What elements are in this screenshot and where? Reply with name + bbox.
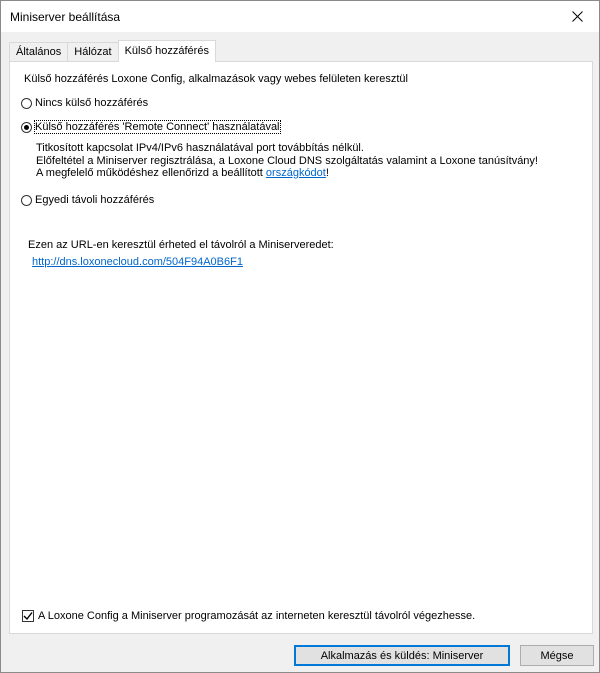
radio-circle-checked — [21, 122, 32, 133]
window-title: Miniserver beállítása — [10, 10, 121, 24]
radio-label: Nincs külső hozzáférés — [35, 97, 149, 109]
radio-circle — [21, 195, 32, 206]
close-icon — [572, 11, 583, 22]
radio-custom-remote-access[interactable] — [21, 194, 154, 206]
tab-external-access[interactable]: Külső hozzáférés — [118, 40, 216, 62]
tab-strip — [9, 40, 215, 62]
section-heading: Külső hozzáférés Loxone Config, alkalmazások vagy webes felületen keresztül — [24, 73, 408, 85]
radio-remote-connect[interactable] — [21, 121, 280, 133]
checkbox-box — [22, 610, 34, 622]
country-code-link[interactable]: országkódot — [265, 167, 326, 179]
title-bar — [1, 1, 599, 32]
radio-label: Egyedi távoli hozzáférés — [35, 194, 155, 206]
desc-line-3-suffix: ! — [325, 167, 329, 179]
remote-programming-checkbox[interactable] — [22, 610, 475, 622]
desc-line-3 — [36, 167, 538, 180]
radio-label: Külső hozzáférés 'Remote Connect' használatával — [35, 121, 280, 133]
close-button[interactable] — [559, 3, 595, 29]
desc-line-1: Titkosított kapcsolat IPv4/IPv6 használatával port továbbítás nélkül. — [36, 142, 364, 154]
radio-circle — [21, 98, 32, 109]
remote-url-link[interactable]: http://dns.loxonecloud.com/504F94A0B6F1 — [32, 256, 243, 268]
external-access-panel — [9, 61, 593, 634]
tab-network[interactable]: Hálózat — [67, 42, 118, 62]
tab-general[interactable]: Általános — [9, 42, 68, 62]
checkbox-label: A Loxone Config a Miniserver programozását az interneten keresztül távolról végezhesse. — [38, 610, 476, 622]
radio-no-external-access[interactable] — [21, 97, 148, 109]
remote-connect-description — [36, 142, 538, 180]
cancel-button[interactable]: Mégse — [520, 645, 594, 666]
apply-and-send-button[interactable]: Alkalmazás és küldés: Miniserver — [294, 645, 510, 666]
desc-line-2: Előfeltétel a Miniserver regisztrálása, a Loxone Cloud DNS szolgáltatás valamint a Loxone tanúsítvány! — [36, 154, 538, 167]
url-label: Ezen az URL-en keresztül érheted el távolról a Miniserveredet: — [28, 239, 334, 251]
checkmark-icon — [23, 611, 33, 621]
desc-line-3-prefix: A megfelelő működéshez ellenőrizd a beállított — [36, 167, 266, 179]
